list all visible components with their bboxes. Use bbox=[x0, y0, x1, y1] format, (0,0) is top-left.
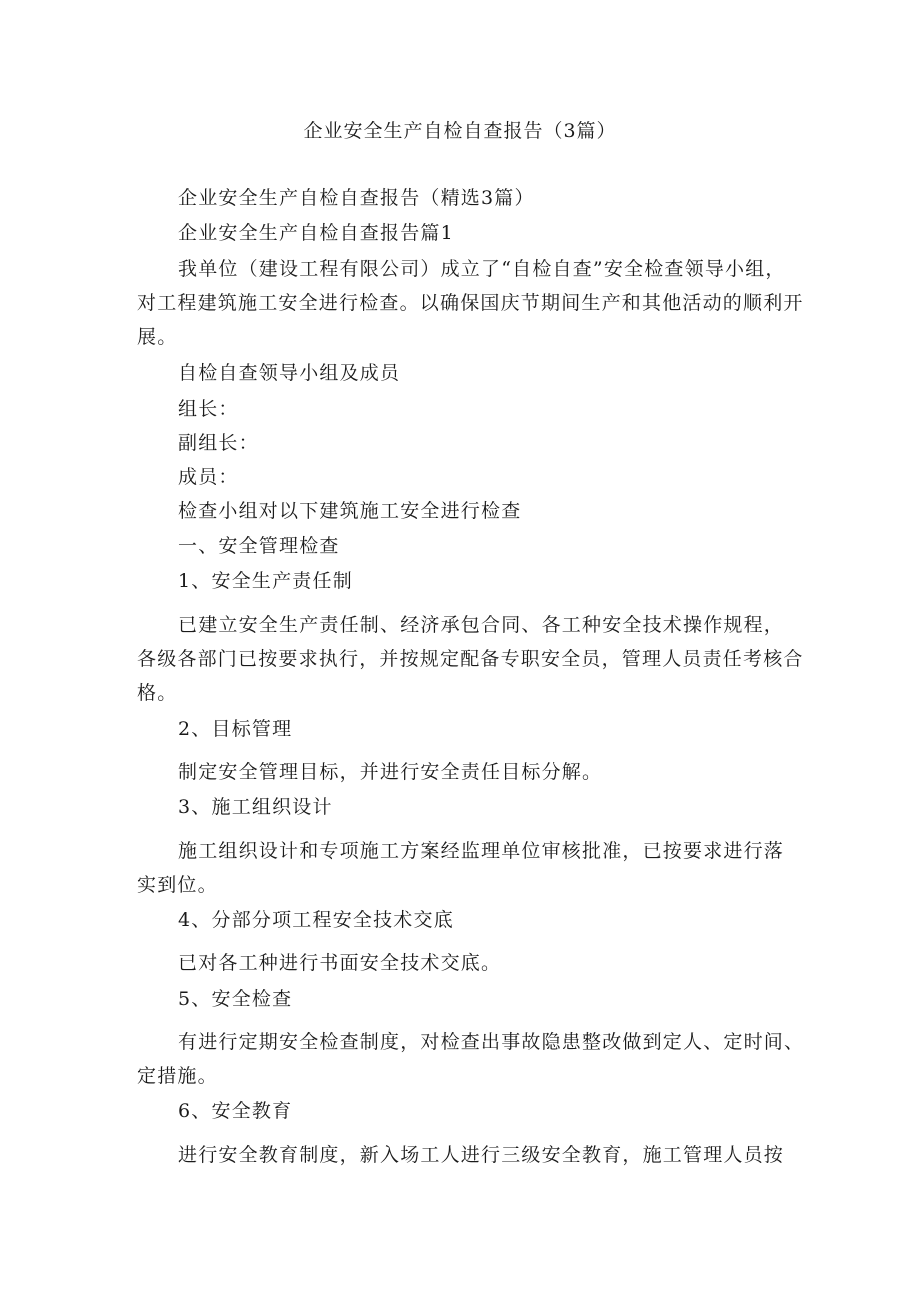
paragraph-line: 格。 bbox=[137, 682, 178, 704]
paragraph-line: 定措施。 bbox=[137, 1065, 218, 1087]
list-item-heading: 2、目标管理 bbox=[178, 718, 293, 740]
paragraph-line: 展。 bbox=[137, 326, 178, 348]
paragraph-line: 成员： bbox=[178, 466, 239, 488]
subtitle-line: 企业安全生产自检自查报告（精选3篇） bbox=[178, 187, 535, 209]
list-item-heading: 4、分部分项工程安全技术交底 bbox=[178, 909, 454, 931]
paragraph-line: 有进行定期安全检查制度，对检查出事故隐患整改做到定人、定时间、 bbox=[178, 1031, 805, 1053]
paragraph-line: 制定安全管理目标，并进行安全责任目标分解。 bbox=[178, 761, 603, 783]
paragraph-line: 已对各工种进行书面安全技术交底。 bbox=[178, 952, 502, 974]
paragraph-line: 已建立安全生产责任制、经济承包合同、各工种安全技术操作规程， bbox=[178, 614, 785, 636]
list-item-heading: 1、安全生产责任制 bbox=[178, 570, 353, 592]
paragraph-line: 自检自查领导小组及成员 bbox=[178, 362, 401, 384]
paragraph-line: 各级各部门已按要求执行，并按规定配备专职安全员，管理人员责任考核合 bbox=[137, 648, 804, 670]
paragraph-line: 组长： bbox=[178, 398, 239, 420]
paragraph-line: 副组长： bbox=[178, 432, 259, 454]
list-item-heading: 5、安全检查 bbox=[178, 988, 293, 1010]
list-item-heading: 3、施工组织设计 bbox=[178, 796, 333, 818]
paragraph-line: 施工组织设计和专项施工方案经监理单位审核批准，已按要求进行落 bbox=[178, 840, 785, 862]
paragraph-line: 我单位（建设工程有限公司）成立了“自检自查”安全检查领导小组， bbox=[178, 258, 786, 280]
list-item-heading: 6、安全教育 bbox=[178, 1100, 293, 1122]
paragraph-line: 实到位。 bbox=[137, 874, 218, 896]
paragraph-line: 进行安全教育制度，新入场工人进行三级安全教育，施工管理人员按 bbox=[178, 1144, 785, 1166]
document-title: 企业安全生产自检自查报告（3篇） bbox=[303, 120, 617, 142]
section-heading: 企业安全生产自检自查报告篇1 bbox=[178, 222, 454, 244]
list-heading: 一、安全管理检查 bbox=[178, 535, 340, 557]
paragraph-line: 对工程建筑施工安全进行检查。以确保国庆节期间生产和其他活动的顺利开 bbox=[137, 292, 804, 314]
paragraph-line: 检查小组对以下建筑施工安全进行检查 bbox=[178, 500, 522, 522]
